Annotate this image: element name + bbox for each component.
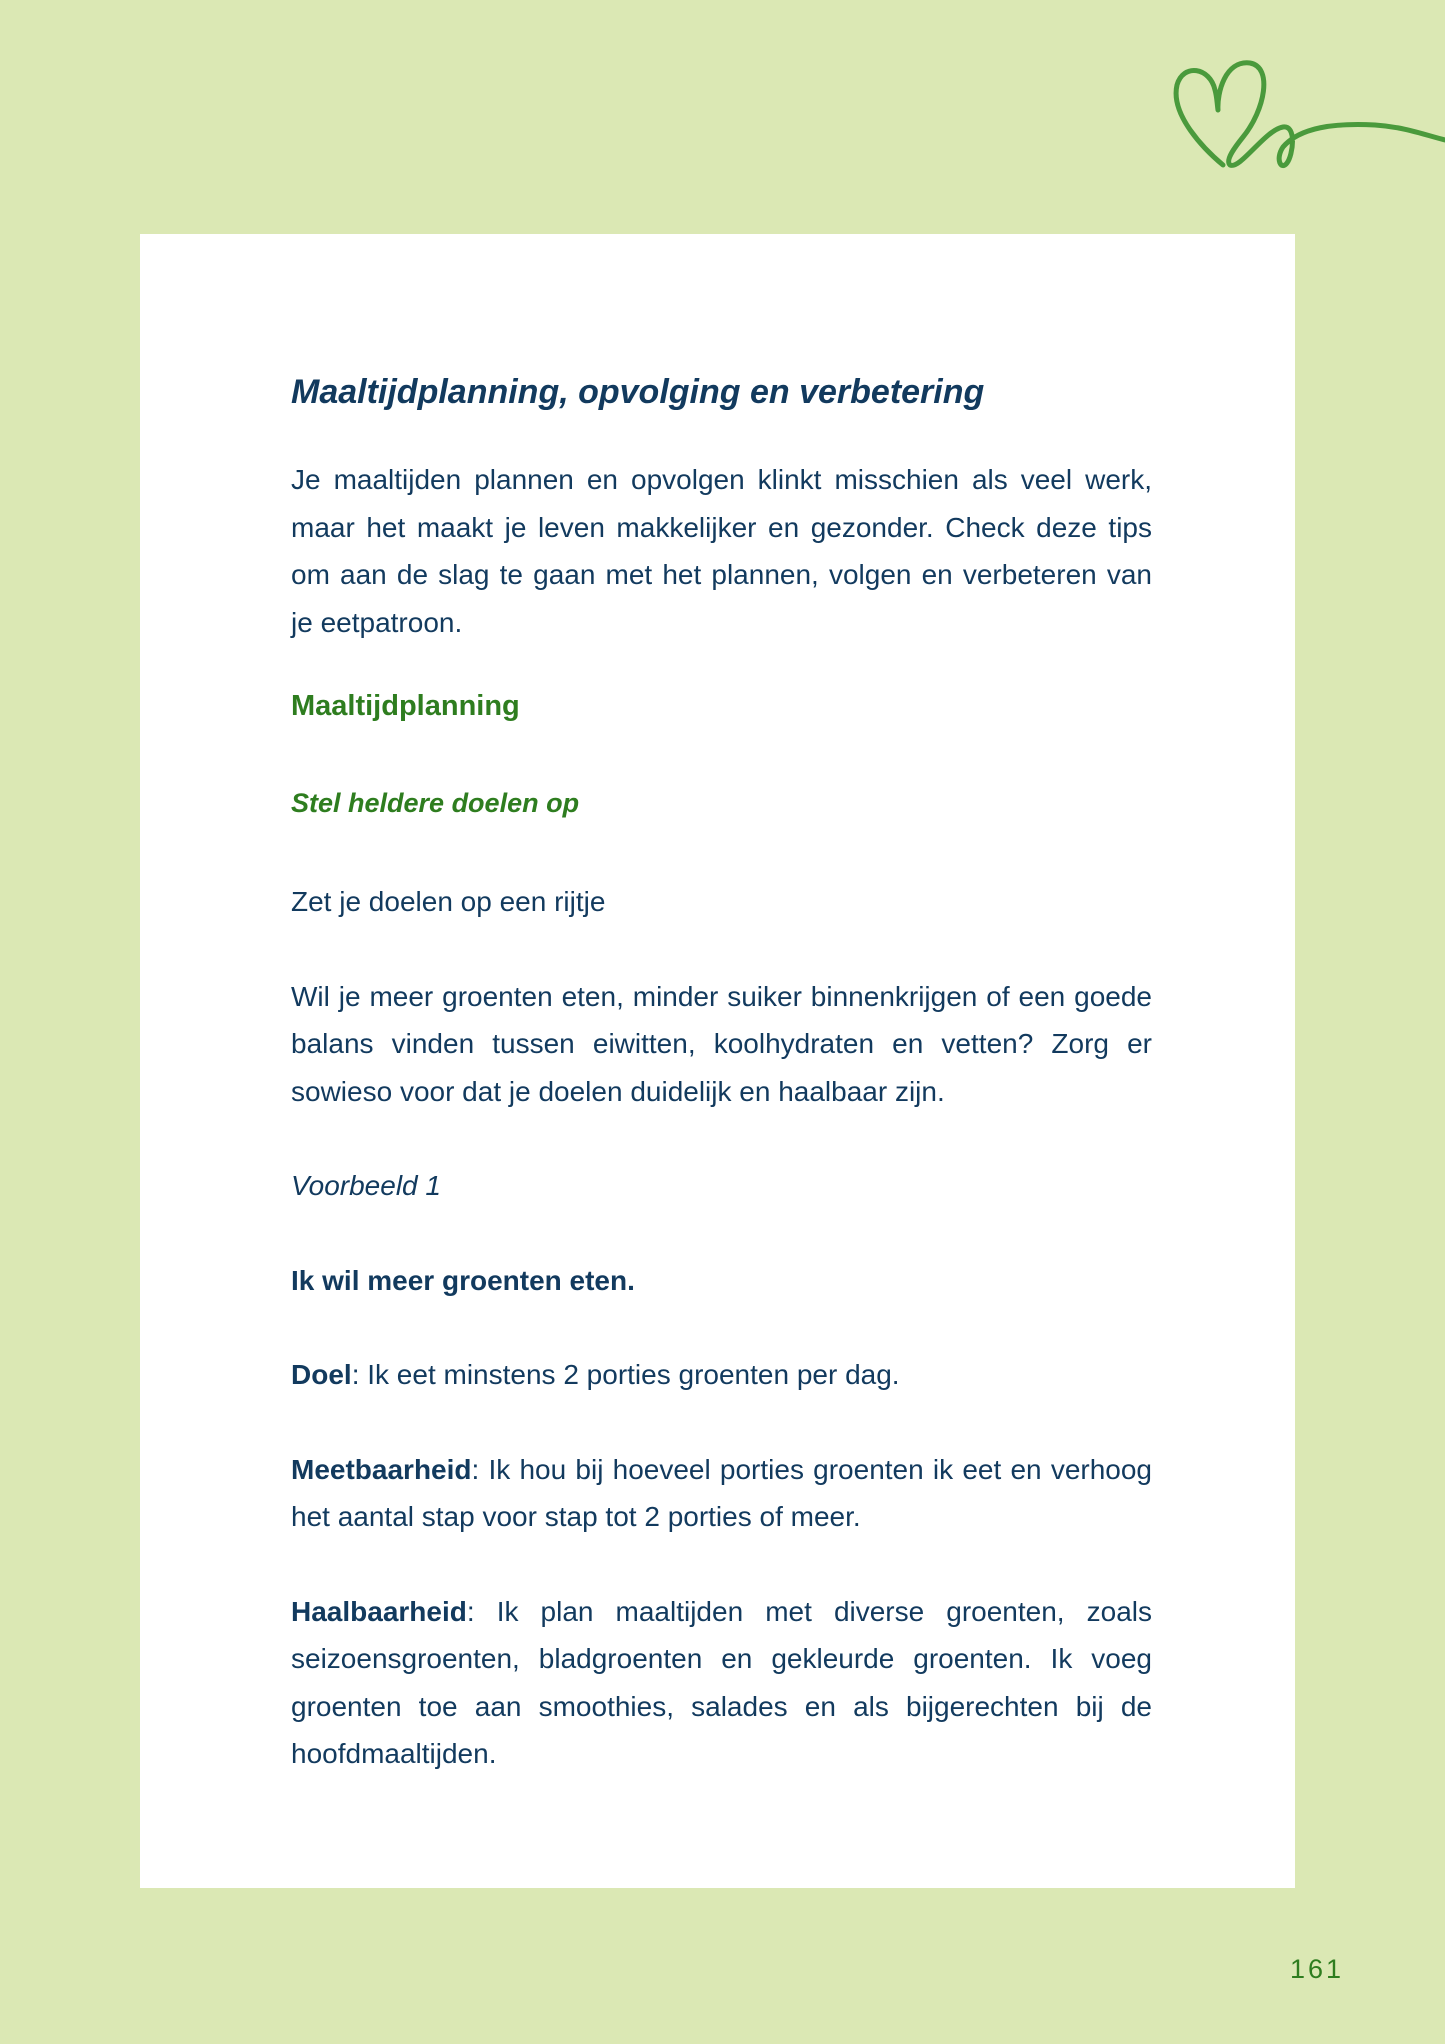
heart-line-icon bbox=[1165, 55, 1445, 175]
page-number: 161 bbox=[1290, 1954, 1345, 1984]
content-card bbox=[140, 234, 1295, 1888]
meetbaarheid-label: Meetbaarheid bbox=[291, 1453, 472, 1485]
page-title: Maaltijdplanning, opvolging en verbetering bbox=[291, 373, 985, 411]
meetbaarheid-text: : Ik hou bij hoeveel porties groenten ik eet en verhoog het aantal stap voor stap tot 2 porties of meer. bbox=[291, 1453, 1152, 1532]
example-statement: Ik wil meer groenten eten. bbox=[291, 1264, 635, 1296]
meetbaarheid-paragraph bbox=[291, 1446, 1152, 1541]
haalbaarheid-paragraph bbox=[291, 1588, 1152, 1778]
section-heading: Maaltijdplanning bbox=[291, 690, 520, 722]
goals-paragraph: Wil je meer groenten eten, minder suiker binnenkrijgen of een goede balans vinden tussen eiwitten, koolhydraten en vetten? Zorg er sowieso voor dat je doelen duidelijk en haalbaar zijn. bbox=[291, 980, 1152, 1107]
doel-paragraph bbox=[291, 1351, 1152, 1399]
sub-heading: Stel heldere doelen op bbox=[291, 788, 580, 818]
goals-line: Zet je doelen op een rijtje bbox=[291, 886, 606, 917]
intro-paragraph: Je maaltijden plannen en opvolgen klinkt misschien als veel werk, maar het maakt je leven makkelijker en gezonder. Check deze tips om aan de slag te gaan met het plannen, volgen en verbeteren van je eetpatroon. bbox=[291, 464, 1152, 638]
content-body bbox=[291, 368, 1152, 1778]
haalbaarheid-label: Haalbaarheid bbox=[291, 1595, 467, 1627]
haalbaarheid-text: : Ik plan maaltijden met diverse groenten, zoals seizoensgroenten, bladgroenten en gekleurde groenten. Ik voeg groenten toe aan smoothies, salades en als bijgerechten bij de hoofdmaaltijden. bbox=[291, 1595, 1152, 1769]
doel-label: Doel bbox=[291, 1359, 352, 1390]
example-label: Voorbeeld 1 bbox=[291, 1170, 441, 1201]
doel-text: : Ik eet minstens 2 porties groenten per dag. bbox=[351, 1359, 900, 1390]
